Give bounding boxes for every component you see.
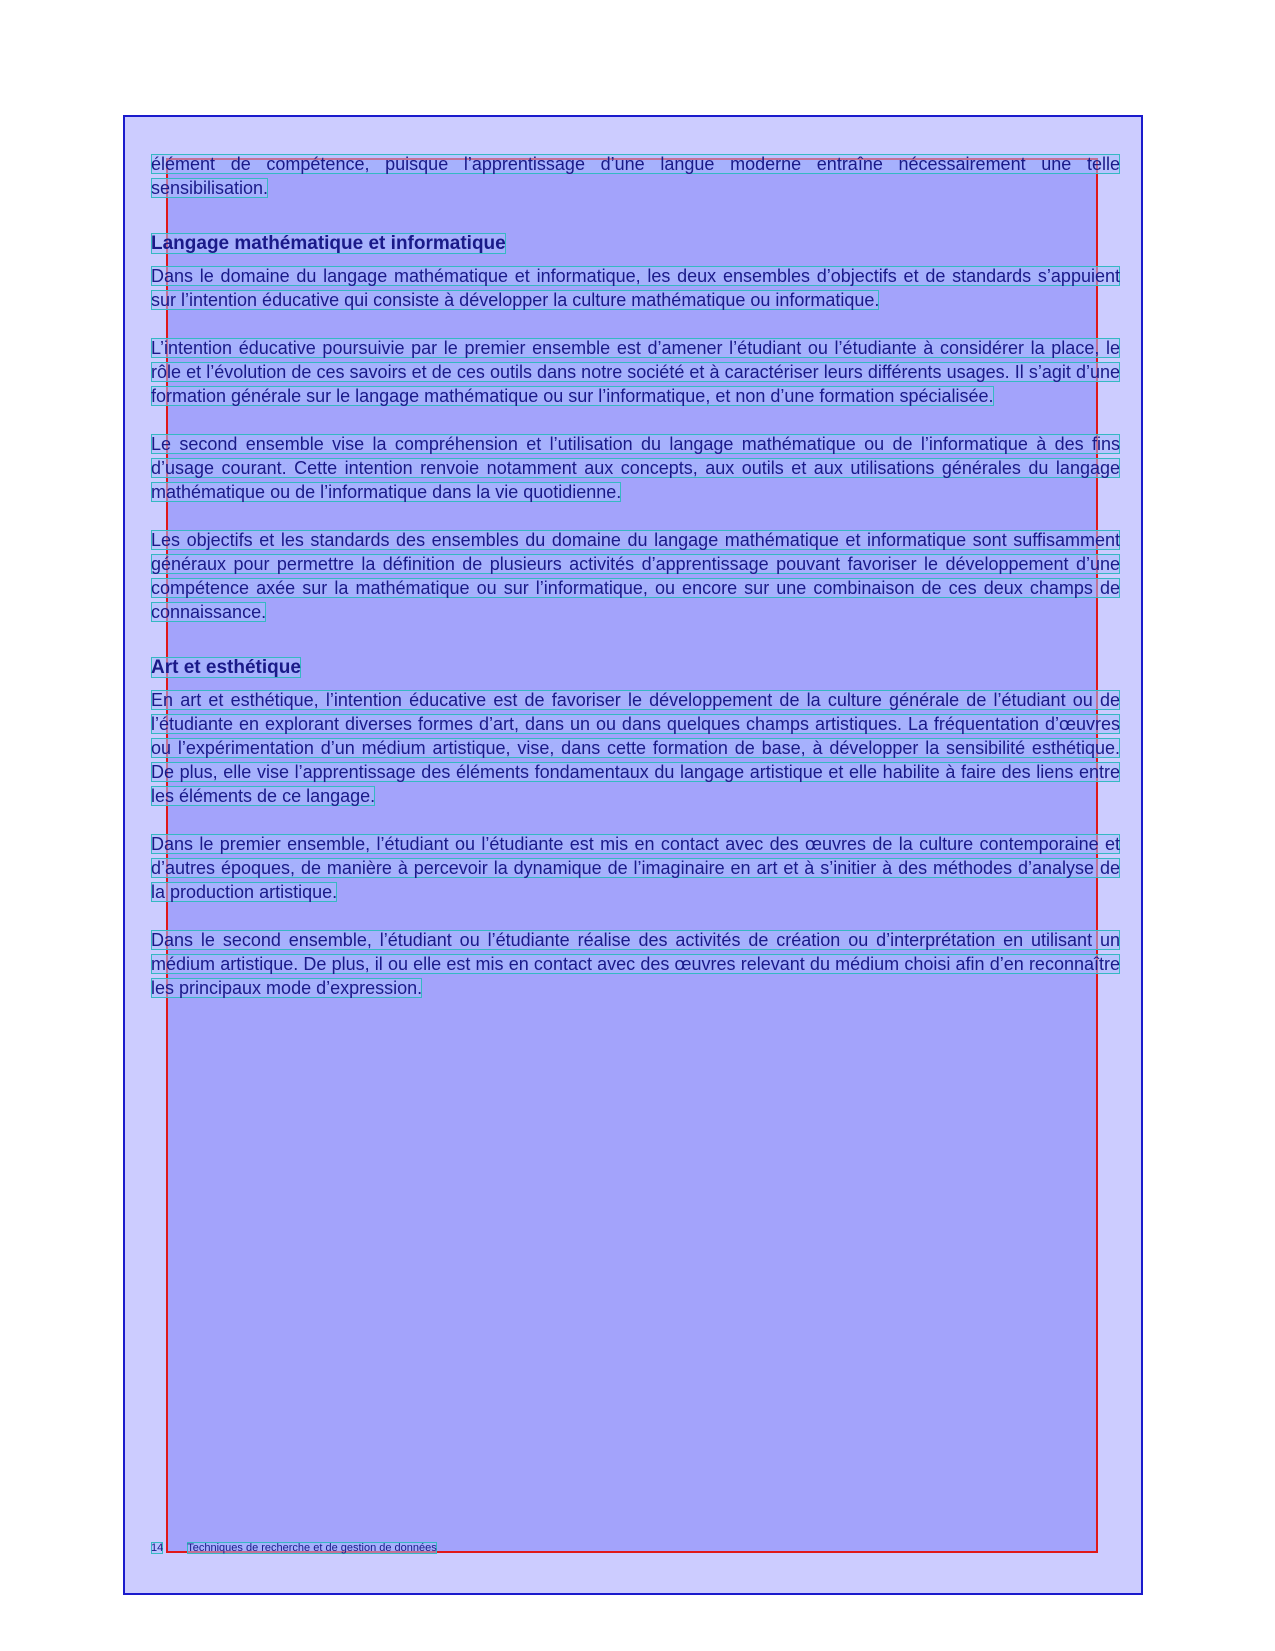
paragraph-art-1 bbox=[151, 688, 1120, 808]
page-number: 14 bbox=[151, 1542, 164, 1554]
paragraph-art-3-text: Dans le second ensemble, l’étudiant ou l’étudiante réalise des activités de création ou d’interprétation en utilisant un médium artistique. De plus, il ou elle est mis en contact avec des œuvres relevant du médium choisi afin d’en reconnaître les principaux mode d’expression. bbox=[151, 930, 1120, 998]
page-footer bbox=[151, 1541, 437, 1555]
paragraph-art-1-text: En art et esthétique, l’intention éducative est de favoriser le développement de la culture générale de l’étudiant ou de l’étudiante en explorant diverses formes d’art, dans un ou dans quelques champs artistiques. La fréquentation d’œuvres ou l’expérimentation d’un médium artistique, vise, dans cette formation de base, à développer la sensibilité esthétique. De plus, elle vise l’apprentissage des éléments fondamentaux du langage artistique et elle habilite à faire des liens entre les éléments de ce langage. bbox=[151, 690, 1120, 806]
section-heading-art-text: Art et esthétique bbox=[151, 657, 301, 678]
paragraph-math-4 bbox=[151, 528, 1120, 624]
paragraph-math-2 bbox=[151, 336, 1120, 408]
paragraph-math-2-text: L’intention éducative poursuivie par le premier ensemble est d’amener l’étudiant ou l’étudiante à considérer la place, le rôle et l’évolution de ces savoirs et de ces outils dans notre société et à caractériser leurs différents usages. Il s’agit d’une formation générale sur le langage mathématique ou sur l’informatique, et non d’une formation spécialisée. bbox=[151, 338, 1120, 406]
paragraph-art-2-text: Dans le premier ensemble, l’étudiant ou l’étudiante est mis en contact avec des œuvres de la culture contemporaine et d’autres époques, de manière à percevoir la dynamique de l’imaginaire en art et à s’initier à des méthodes d’analyse de la production artistique. bbox=[151, 834, 1120, 902]
paragraph-art-3 bbox=[151, 928, 1120, 1000]
paragraph-math-3-text: Le second ensemble vise la compréhension et l’utilisation du langage mathématique ou de l’informatique à des fins d’usage courant. Cette intention renvoie notamment aux concepts, aux outils et aux utilisations générales du langage mathématique ou de l’informatique dans la vie quotidienne. bbox=[151, 434, 1120, 502]
footer-title: Techniques de recherche et de gestion de données bbox=[187, 1542, 437, 1554]
paragraph-intro bbox=[151, 152, 1120, 200]
paragraph-intro-text: élément de compétence, puisque l’apprentissage d’une langue moderne entraîne nécessairement une telle sensibilisation. bbox=[151, 154, 1120, 198]
document-body bbox=[151, 152, 1120, 1024]
section-heading-art bbox=[151, 648, 1120, 680]
section-heading-math-text: Langage mathématique et informatique bbox=[151, 233, 506, 254]
section-heading-math bbox=[151, 224, 1120, 256]
paragraph-math-1 bbox=[151, 264, 1120, 312]
paragraph-math-3 bbox=[151, 432, 1120, 504]
paragraph-math-1-text: Dans le domaine du langage mathématique et informatique, les deux ensembles d’objectifs et de standards s’appuient sur l’intention éducative qui consiste à développer la culture mathématique ou informatique. bbox=[151, 266, 1120, 310]
paragraph-art-2 bbox=[151, 832, 1120, 904]
paragraph-math-4-text: Les objectifs et les standards des ensembles du domaine du langage mathématique et informatique sont suffisamment généraux pour permettre la définition de plusieurs activités d’apprentissage pouvant favoriser le développement d’une compétence axée sur la mathématique ou sur l’informatique, ou encore sur une combinaison de ces deux champs de connaissance. bbox=[151, 530, 1120, 622]
